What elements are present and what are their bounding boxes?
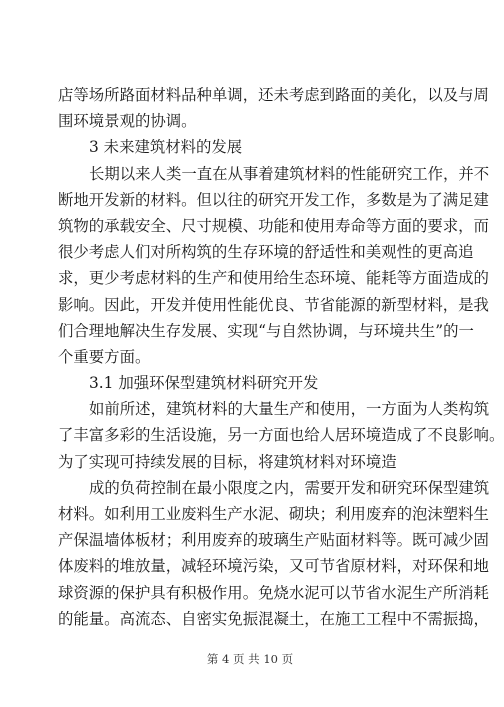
text-line: 体废料的堆放量，减轻环境污染，又可节省原材料，对环保和地 <box>58 557 489 576</box>
text-line: 产保温墙体板材；利用废弃的玻璃生产贴面材料等。既可减少固 <box>58 531 489 550</box>
text-line: 筑物的承载安全、尺寸规模、功能和使用寿命等方面的要求，而 <box>58 216 489 235</box>
text-line: 为了实现可持续发展的目标，将建筑材料对环境造 <box>58 452 397 471</box>
text-line: 断地开发新的材料。但以往的研究开发工作，多数是为了满足建 <box>58 190 489 209</box>
page-footer: 第 4 页 共 10 页 <box>206 652 294 666</box>
text-line: 围环境景观的协调。 <box>58 112 197 131</box>
text-line: 个重要方面。 <box>58 347 151 366</box>
text-line: 店等场所路面材料品种单调，还未考虑到路面的美化，以及与周 <box>58 86 489 104</box>
text-line: 的能量。高流态、自密实免振混凝土，在施工工程中不需振捣， <box>58 609 489 628</box>
section-heading: 3.1 加强环保型建筑材料研究开发 <box>89 374 319 393</box>
text-line: 求，更少考虑材料的生产和使用给生态环境、能耗等方面造成的 <box>58 269 489 288</box>
text-line: 了丰富多彩的生活设施，另一方面也给人居环境造成了不良影响。 <box>58 426 504 445</box>
text-line: 长期以来人类一直在从事着建筑材料的性能研究工作，并不 <box>89 164 490 183</box>
text-line: 们合理地解决生存发展、实现“与自然协调，与环境共生”的一 <box>58 321 474 340</box>
document-body <box>58 82 504 632</box>
text-line: 成的负荷控制在最小限度之内，需要开发和研究环保型建筑 <box>89 478 490 497</box>
text-line: 球资源的保护具有积极作用。免烧水泥可以节省水泥生产所消耗 <box>58 583 489 602</box>
text-line: 如前所述，建筑材料的大量生产和使用，一方面为人类构筑 <box>89 400 490 419</box>
text-line: 很少考虑人们对所构筑的生存环境的舒适性和美观性的更高追 <box>58 243 474 262</box>
text-line: 影响。因此，开发并使用性能优良、节省能源的新型材料，是我 <box>58 295 489 314</box>
text-line: 材料。如利用工业废料生产水泥、砌块；利用废弃的泡沫塑料生 <box>58 505 489 523</box>
section-heading: 3 未来建筑材料的发展 <box>89 138 243 157</box>
